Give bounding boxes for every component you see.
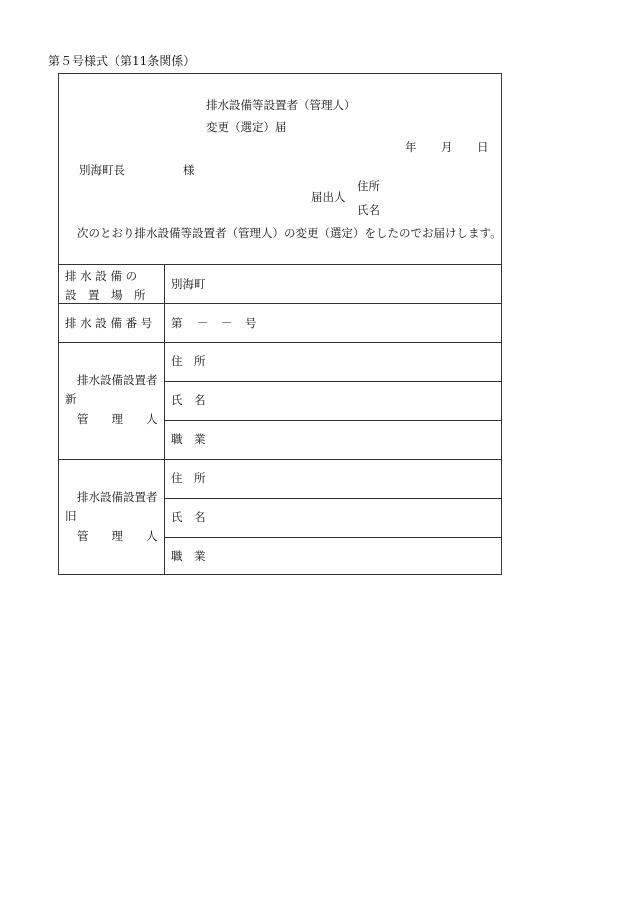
table-top-line bbox=[59, 264, 501, 265]
addressee: 別海町長 bbox=[79, 163, 125, 177]
addressee-honorific: 様 bbox=[183, 163, 195, 177]
date-month-label: 月 bbox=[441, 140, 453, 154]
date-year-label: 年 bbox=[405, 140, 417, 154]
row-divider bbox=[59, 459, 501, 460]
applicant-label: 届出人 bbox=[311, 190, 346, 204]
new-manager-label-line1: 排水設備設置者 bbox=[77, 373, 158, 387]
equipment-number-label: 排 水 設 備 番 号 bbox=[65, 316, 153, 330]
column-divider bbox=[164, 264, 165, 574]
row-divider bbox=[59, 342, 501, 343]
old-name-label: 氏 名 bbox=[171, 510, 206, 524]
location-label-line1: 排 水 設 備 の bbox=[65, 269, 138, 283]
new-manager-label-line3: 管 理 人 bbox=[77, 412, 158, 426]
new-occupation-label: 職 業 bbox=[171, 432, 206, 446]
row-divider bbox=[164, 498, 501, 499]
row-divider bbox=[164, 420, 501, 421]
form-frame bbox=[58, 73, 502, 575]
applicant-name-label: 氏名 bbox=[357, 203, 380, 217]
row-divider bbox=[164, 537, 501, 538]
equipment-number-dash: － bbox=[221, 316, 233, 330]
old-occupation-label: 職 業 bbox=[171, 549, 206, 563]
old-manager-label-line1: 排水設備設置者 bbox=[77, 490, 158, 504]
statement-text: 次のとおり排水設備等設置者（管理人）の変更（選定）をしたのでお届けします。 bbox=[77, 226, 502, 240]
equipment-number-dash: － bbox=[197, 316, 209, 330]
location-label-line2: 設 置 場 所 bbox=[65, 288, 146, 302]
equipment-number-suffix: 号 bbox=[245, 316, 257, 330]
old-address-label: 住 所 bbox=[171, 471, 206, 485]
date-day-label: 日 bbox=[477, 140, 489, 154]
old-manager-label: 旧 bbox=[65, 509, 77, 523]
row-divider bbox=[164, 381, 501, 382]
new-name-label: 氏 名 bbox=[171, 393, 206, 407]
row-divider bbox=[59, 303, 501, 304]
new-manager-label: 新 bbox=[65, 392, 77, 406]
form-title: 排水設備等設置者（管理人） bbox=[206, 98, 356, 112]
applicant-address-label: 住所 bbox=[357, 179, 380, 193]
form-title-subtitle: 変更（選定）届 bbox=[206, 120, 287, 134]
form-number: 第５号様式（第11条関係） bbox=[48, 54, 196, 68]
old-manager-label-line3: 管 理 人 bbox=[77, 529, 158, 543]
new-address-label: 住 所 bbox=[171, 354, 206, 368]
location-value: 別海町 bbox=[171, 277, 206, 291]
equipment-number-prefix: 第 bbox=[171, 316, 183, 330]
